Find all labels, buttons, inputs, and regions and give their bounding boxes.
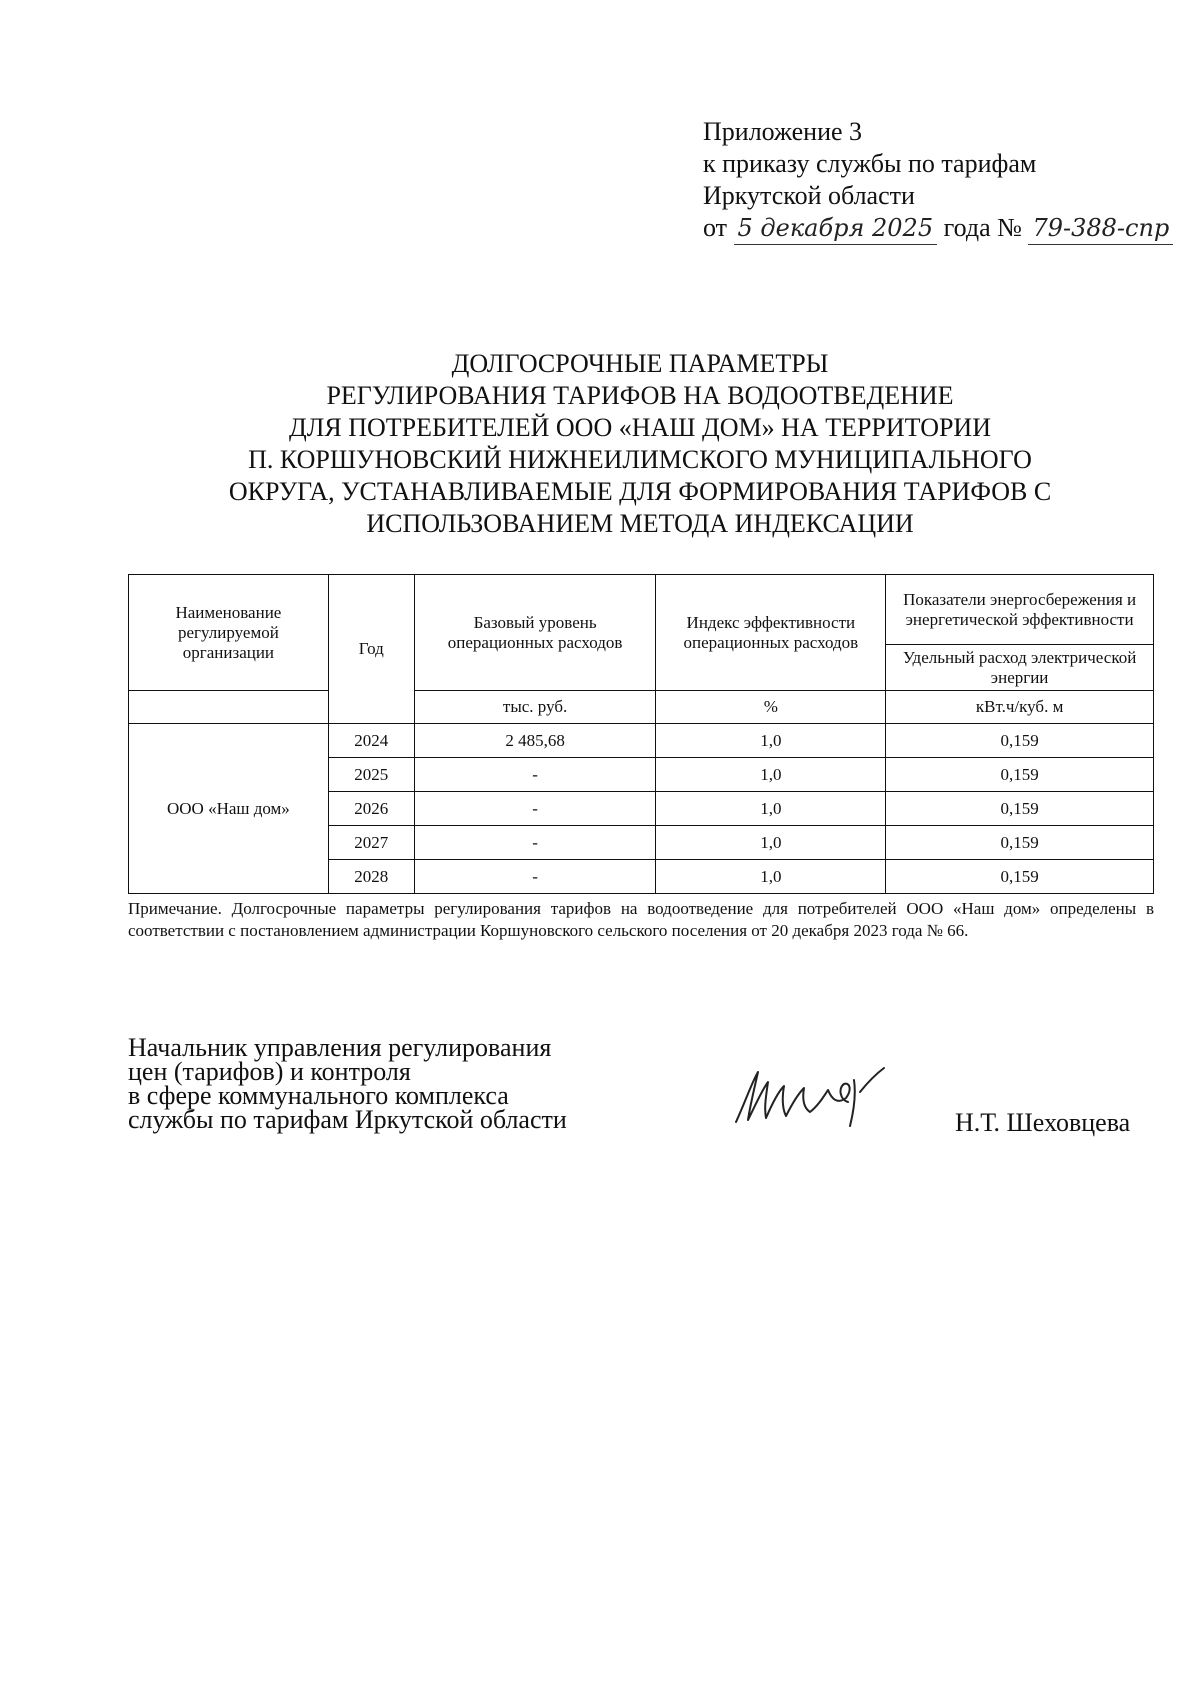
signer-line-2: цен (тарифов) и контроля (128, 1057, 411, 1086)
year-cell: 2028 (328, 860, 414, 894)
header-energy-consumption: Удельный расход электрической энергии (886, 645, 1154, 691)
index-cell: 1,0 (656, 860, 886, 894)
title-line-2: РЕГУЛИРОВАНИЯ ТАРИФОВ НА ВОДООТВЕДЕНИЕ (326, 381, 954, 410)
index-cell: 1,0 (656, 758, 886, 792)
document-title (140, 348, 1140, 540)
year-cell: 2027 (328, 826, 414, 860)
year-word: года № (943, 213, 1022, 242)
title-line-5: ОКРУГА, УСТАНАВЛИВАЕМЫЕ ДЛЯ ФОРМИРОВАНИЯ ТАРИФОВ С (228, 477, 1052, 506)
energy-cell: 0,159 (886, 826, 1154, 860)
title-line-6: ИСПОЛЬЗОВАНИЕМ МЕТОДА ИНДЕКСАЦИИ (366, 509, 914, 538)
handwritten-date: 5 декабря 2025 (734, 212, 938, 245)
unit-index: % (656, 691, 886, 724)
base-cell: 2 485,68 (414, 724, 656, 758)
signer-line-3: в сфере коммунального комплекса (128, 1081, 509, 1110)
index-cell: 1,0 (656, 826, 886, 860)
header-energy-group: Показатели энергосбережения и энергетической эффективности (886, 575, 1154, 645)
appendix-date-line (703, 212, 1173, 245)
unit-org-empty (129, 691, 329, 724)
energy-cell: 0,159 (886, 792, 1154, 826)
unit-energy: кВт.ч/куб. м (886, 691, 1154, 724)
title-line-4: П. КОРШУНОВСКИЙ НИЖНЕИЛИМСКОГО МУНИЦИПАЛЬНОГО (248, 445, 1032, 474)
table-row (129, 724, 1154, 758)
year-cell: 2026 (328, 792, 414, 826)
handwritten-signature (728, 1060, 918, 1135)
year-cell: 2024 (328, 724, 414, 758)
appendix-header (703, 116, 1173, 245)
date-prefix: от (703, 213, 728, 242)
unit-base: тыс. руб. (414, 691, 656, 724)
base-cell: - (414, 758, 656, 792)
year-cell: 2025 (328, 758, 414, 792)
index-cell: 1,0 (656, 792, 886, 826)
title-line-3: ДЛЯ ПОТРЕБИТЕЛЕЙ ООО «НАШ ДОМ» НА ТЕРРИТОРИИ (289, 413, 991, 442)
header-org: Наименование регулируемой организации (129, 575, 329, 691)
energy-cell: 0,159 (886, 860, 1154, 894)
handwritten-order-number: 79-388-спр (1028, 212, 1173, 245)
index-cell: 1,0 (656, 724, 886, 758)
energy-cell: 0,159 (886, 724, 1154, 758)
signer-line-4: службы по тарифам Иркутской области (128, 1105, 567, 1134)
signer-line-1: Начальник управления регулирования (128, 1033, 552, 1062)
org-name-cell: ООО «Наш дом» (129, 724, 329, 894)
header-efficiency-index: Индекс эффективности операционных расходов (656, 575, 886, 691)
appendix-line-1: Приложение 3 (703, 117, 863, 146)
table-note: Примечание. Долгосрочные параметры регулирования тарифов на водоотведение для потребителей ООО «Наш дом» определены в соответствии с постановлением администрации Коршуновского сельского поселения от 20 декабря 2023 года № 66. (128, 899, 1154, 940)
tariff-parameters-table (128, 574, 1154, 894)
appendix-line-2: к приказу службы по тарифам (703, 149, 1037, 178)
header-year: Год (328, 575, 414, 724)
base-cell: - (414, 792, 656, 826)
header-base-level: Базовый уровень операционных расходов (414, 575, 656, 691)
signer-name: Н.Т. Шеховцева (955, 1108, 1131, 1137)
title-line-1: ДОЛГОСРОЧНЫЕ ПАРАМЕТРЫ (451, 349, 829, 378)
appendix-line-3: Иркутской области (703, 181, 915, 210)
base-cell: - (414, 860, 656, 894)
signer-position (128, 1033, 567, 1134)
energy-cell: 0,159 (886, 758, 1154, 792)
base-cell: - (414, 826, 656, 860)
